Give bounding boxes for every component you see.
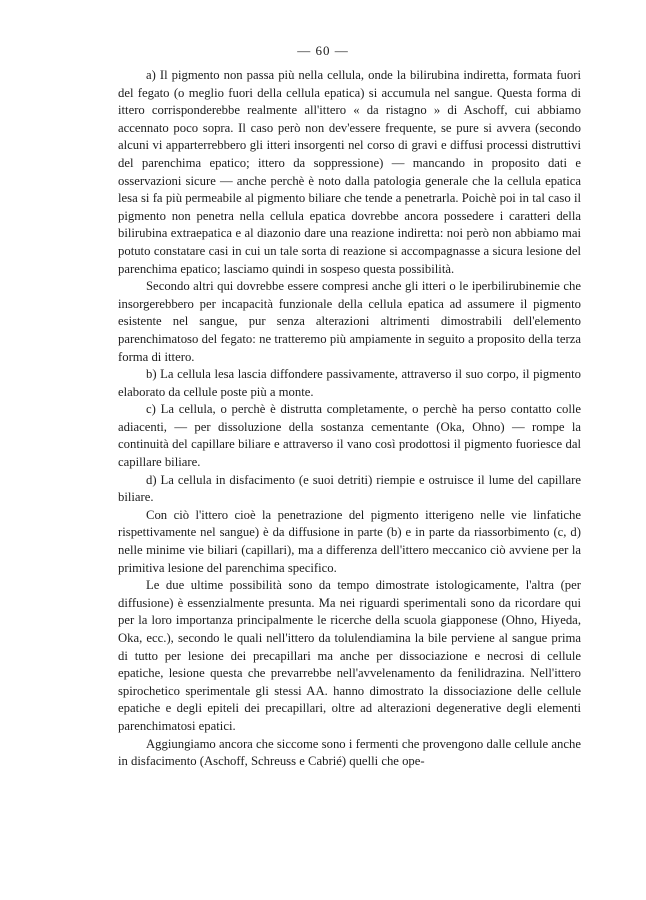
paragraph-d: d) La cellula in disfacimento (e suoi detriti) riempie e ostruisce il lume del capillare biliare. [118, 472, 581, 505]
paragraph-b: b) La cellula lesa lascia diffondere passivamente, attraverso il suo corpo, il pigmento elaborato da cellule poste più a monte. [118, 367, 581, 399]
paragraph-c: c) La cellula, o perchè è distrutta completamente, o perchè ha perso contatto colle adiacenti, — per dissoluzione della sostanza cementante (Oka, Ohno) — rompe la continuità del capillare biliare e attraverso il vano così prodottosi il pigmento fuoriesce dal capillare biliare. [118, 402, 581, 470]
paragraph-a: a) Il pigmento non passa più nella cellula, onde la bilirubina indiretta, formata fuori del fegato (o meglio fuori della cellula epatica) si accumula nel sangue. Questa forma di ittero corrisponderebbe realmente all'ittero « da ristagno » di Aschoff, cui abbiamo accennato poco sopra. Il caso però non dev'essere frequente, se pure si avvera (secondo alcuni vi apparterrebbero gli itteri insorgenti nel corso di gravi e diffusi processi distruttivi del parenchima epatico; ittero da soppressione) — mancando in proposito dati e osservazioni sicure — anche perchè è noto dalla patologia generale che la cellula epatica lesa si fa più permeabile al pigmento biliare che tende a penetrarla. Poichè poi in tal caso il pigmento non penetra nella cellula epatica dovrebbe ancora possedere i caratteri della bilirubina extraepatica e al diazonio dare una reazione indiretta: noi però non abbiamo mai potuto constatare casi in cui un tale sorta di reazione si accompagnasse a sicura lesione del parenchima epatico; lasciamo quindi in sospeso questa possibilità. [118, 68, 581, 276]
paragraph-le-due-ultime: Le due ultime possibilità sono da tempo dimostrate istologicamente, l'altra (per diffusione) è essenzialmente presunta. Ma nei riguardi sperimentali sono da ricordare qui per la loro importanza principalmente le ricerche della scuola giapponese (Ohno, Hiyeda, Oka, ecc.), secondo le quali nell'ittero da tolulendiamina la bile perviene al sangue prima di tutto per lesione dei precapillari ma anche per dissociazione e necrosi di cellule epatiche, lesione questa che prevarrebbe nell'avvelenamento da fenilidrazina. Nell'ittero spirochetico sperimentale gli stessi AA. hanno dimostrato la dissociazione delle cellule epatiche e degli epiteli dei precapillari, oltre ad alterazioni degenerative degli elementi parenchimatosi epatici. [118, 578, 581, 733]
body-text [118, 67, 581, 771]
paragraph-con-cio: Con ciò l'ittero cioè la penetrazione del pigmento itterigeno nelle vie linfatiche rispettivamente nel sangue) è da diffusione in parte (b) e in parte da riassorbimento (c, d) nelle minime vie biliari (capillari), ma a differenza dell'ittero meccanico ciò avviene per la primitiva lesione del parenchima specifico. [118, 507, 581, 575]
page-number: — 60 — [297, 43, 349, 58]
paragraph-aggiungiamo: Aggiungiamo ancora che siccome sono i fermenti che provengono dalle cellule anche in disfacimento (Aschoff, Schreuss e Cabrié) quelli che ope- [118, 736, 581, 769]
paragraph-secondo-altri: Secondo altri qui dovrebbe essere compresi anche gli itteri o le iperbilirubinemie che insorgerebbero per incapacità funzionale della cellula epatica ad assumere il pigmento esistente nel sangue, pur senza alterazioni altrimenti dimostrabili dell'elemento parenchimatoso del fegato: ne tratteremo più ampiamente in seguito a proposito della terza forma di ittero. [118, 279, 581, 364]
